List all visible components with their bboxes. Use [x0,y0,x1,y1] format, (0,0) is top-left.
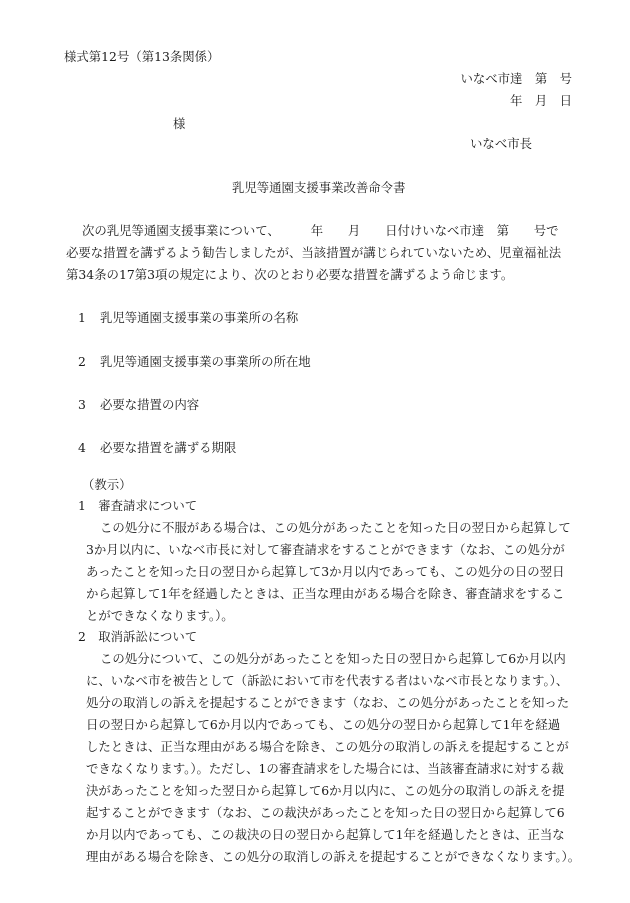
item-number: 1 [78,310,86,325]
addressee-suffix: 様 [173,116,186,131]
notice-line: 起することができます（なお、この裁決があったことを知った日の翌日から起算して6 [86,805,565,820]
notice-line: に、いなべ市を被告として（訴訟において市を代表する者はいなべ市長となります。）、 [86,673,569,688]
issuer-name: いなべ市長 [470,136,532,151]
notice-line: 決があったことを知った翌日から起算して6か月以内に、この処分の取消しの訴えを提 [86,783,565,798]
item-label: 必要な措置を講ずる期限 [100,440,237,455]
body-line: 次の乳児等通園支援事業について、 年 月 日付けいなべ市達 第 号で [82,223,559,238]
notice-line: 日の翌日から起算して6か月以内であっても、この処分の翌日から起算して1年を経過 [86,717,561,732]
item-number: 2 [78,354,86,369]
notice-line: とができなくなります。）。 [86,608,234,623]
notice-section-heading: 2 取消訴訟について [78,629,198,644]
item-label: 必要な措置の内容 [100,397,200,412]
notice-line: この処分について、この処分があったことを知った日の翌日から起算して6か月以内 [100,651,566,666]
notice-line: できなくなります。）。ただし、1の審査請求をした場合には、当該審査請求に対する裁 [86,761,564,776]
notice-line: 処分の取消しの訴えを提起することができます（なお、この処分があったことを知った [86,695,570,710]
form-number: 様式第12号（第13条関係） [64,49,220,64]
document-title: 乳児等通園支援事業改善命令書 [232,180,406,195]
issue-date: 年 月 日 [510,93,572,108]
notice-section-heading: 1 審査請求について [78,498,198,513]
document-number: いなべ市達 第 号 [460,71,572,86]
body-line: 必要な措置を講ずるよう勧告しましたが、当該措置が講じられていないため、児童福祉法 [66,245,562,260]
body-line: 第34条の17第3項の規定により、次のとおり必要な措置を講ずるよう命じます。 [66,267,514,282]
item-number: 3 [78,397,86,412]
item-label: 乳児等通園支援事業の事業所の所在地 [100,354,311,369]
notice-heading: （教示） [82,477,132,492]
notice-line: したときは、正当な理由がある場合を除き、この処分の取消しの訴えを提起することが [86,739,569,754]
notice-line: この処分に不服がある場合は、この処分があったことを知った日の翌日から起算して [100,520,571,535]
notice-line: 理由がある場合を除き、この処分の取消しの訴えを提起することができなくなります。）。 [86,849,581,864]
notice-line: あったことを知った日の翌日から起算して3か月以内であっても、この処分の日の翌日 [86,564,565,579]
notice-line: か月以内であっても、この裁決の日の翌日から起算して1年を経過したときは、正当な [86,827,565,842]
notice-line: から起算して1年を経過したときは、正当な理由がある場合を除き、審査請求をするこ [86,586,565,601]
item-number: 4 [78,440,86,455]
item-label: 乳児等通園支援事業の事業所の名称 [100,310,299,325]
notice-line: 3か月以内に、いなべ市長に対して審査請求をすることができます（なお、この処分が [86,542,565,557]
